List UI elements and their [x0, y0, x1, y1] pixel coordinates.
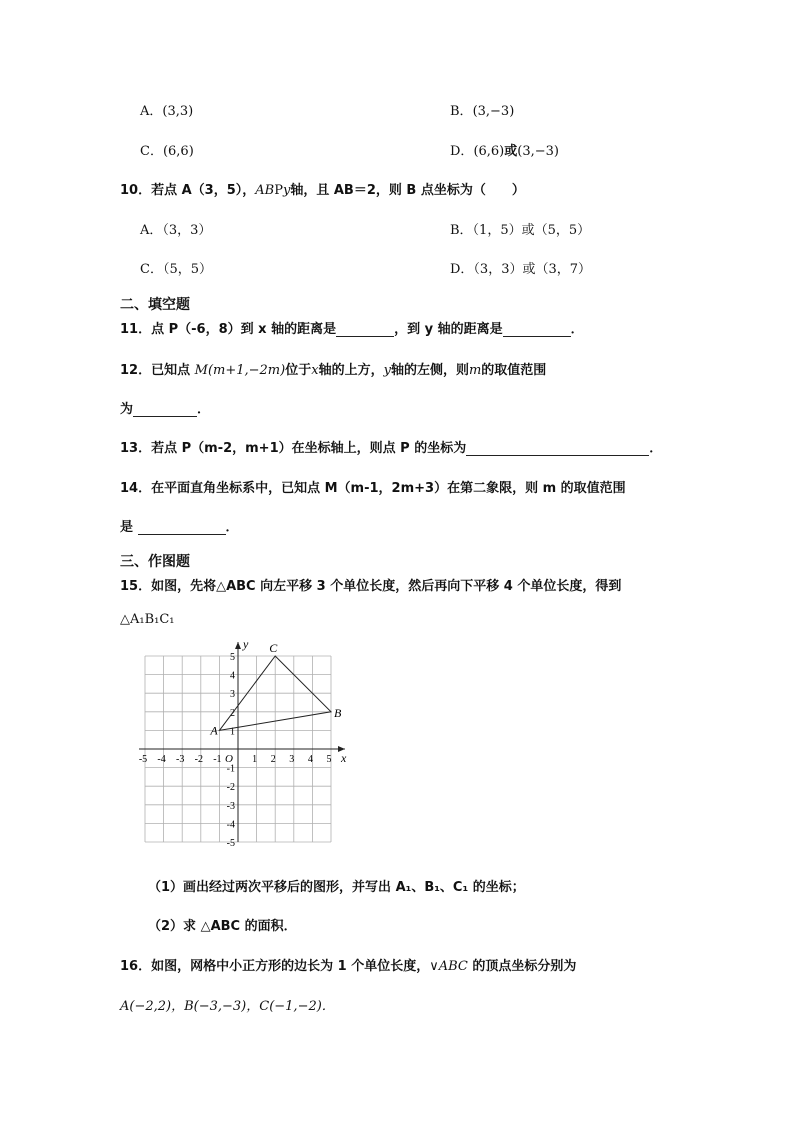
axes	[139, 637, 347, 842]
y-tick-label: 2	[230, 707, 235, 719]
q15-sub2: （2）求 △ABC 的面积．	[148, 919, 297, 934]
q11-text: 11．点 P（-6，8）到 x 轴的距离是	[120, 322, 337, 337]
q9-option-c	[140, 140, 194, 159]
q15-stem: 15．如图，先将△ABC 向左平移 3 个单位长度，然后再向下平移 4 个单位长度，得到	[120, 579, 622, 594]
point-a-label: A	[210, 723, 218, 738]
q10-suffix: 轴，且 AB＝2，则 B 点坐标为（ ）	[290, 183, 525, 198]
q12-y: y	[383, 363, 391, 378]
q13-text: 13．若点 P（m-2，m+1）在坐标轴上，则点 P 的坐标为	[120, 441, 467, 456]
q12-line2	[120, 398, 210, 417]
q12-text: 轴的左侧，则	[390, 363, 469, 378]
q10-prefix: 10．若点 A（3，5），	[120, 183, 256, 198]
y-tick-label: 1	[230, 726, 235, 738]
q10-y: y	[282, 183, 291, 198]
option-value: (3,3)	[162, 104, 194, 119]
option-or: 或	[504, 144, 518, 159]
option-value: (6,6)	[162, 144, 194, 159]
q10-option-c: C．（5，5）	[140, 262, 212, 277]
q12-expr: (m+1,−2m)	[207, 363, 286, 378]
y-tick-label: -5	[226, 838, 235, 849]
x-tick-label: 3	[289, 754, 295, 765]
x-axis-label: x	[341, 751, 347, 765]
x-tick-label: 1	[252, 754, 258, 765]
y-tick-label: 5	[230, 652, 235, 663]
section-2-title: 二、填空题	[120, 297, 190, 313]
q10-option-a: A．（3，3）	[140, 223, 212, 238]
q16-text: 16．如图，网格中小正方形的边长为 1 个单位长度，	[120, 959, 430, 974]
y-tick-label: 4	[230, 670, 235, 682]
q14-text: 是	[120, 520, 134, 535]
q13-stem	[120, 437, 662, 456]
option-value: (3,−3)	[517, 144, 559, 159]
q12-text: 12．已知点	[120, 363, 191, 378]
q10-option-b: B．（1，5）或（5，5）	[450, 223, 591, 238]
q11-stem	[120, 318, 584, 337]
q10-parallel: P	[274, 183, 283, 198]
x-tick-label: -5	[138, 754, 148, 765]
origin-label: O	[225, 753, 233, 765]
q12-text: 轴的上方，	[318, 363, 384, 378]
y-tick-label: -1	[226, 763, 235, 775]
q12-text: ．	[197, 402, 211, 417]
x-tick-label: -2	[194, 754, 203, 765]
x-tick-label: -1	[213, 754, 222, 765]
x-tick-label: 2	[270, 754, 276, 765]
q9-option-b	[450, 100, 514, 119]
answer-blank[interactable]	[133, 404, 197, 417]
y-tick-label: -2	[226, 782, 235, 794]
x-tick-label: -3	[176, 754, 185, 765]
option-label: D．	[450, 144, 474, 159]
answer-blank[interactable]	[503, 324, 571, 337]
q12-text: 的取值范围	[481, 363, 547, 378]
option-value: (6,6)	[473, 144, 505, 159]
q14-text: ．	[225, 520, 239, 535]
q15-sub1: （1）画出经过两次平移后的图形，并写出 A₁、B₁、C₁ 的坐标；	[148, 880, 525, 895]
coordinate-grid-figure	[135, 632, 370, 862]
q10-option-d: D．（3，3）或（3，7）	[450, 262, 592, 277]
option-label: B．	[450, 104, 473, 119]
x-tick-label: 5	[326, 754, 332, 765]
q16-triangle: ∨ABC	[429, 959, 468, 974]
q12-stem	[120, 359, 546, 378]
q14-line2	[120, 516, 239, 535]
point-b-label: B	[334, 705, 342, 720]
q13-text: ．	[649, 441, 663, 456]
x-tick-label: -4	[157, 754, 166, 765]
x-tick-label: 4	[307, 754, 313, 765]
q12-m: m	[468, 363, 482, 378]
q10-stem	[120, 179, 525, 198]
q15-line2: △A₁B₁C₁	[120, 612, 175, 627]
answer-blank[interactable]	[138, 522, 226, 535]
section-3-title: 三、作图题	[120, 554, 190, 570]
q12-text: 为	[120, 402, 134, 417]
q9-option-a	[140, 100, 193, 119]
y-tick-label: -3	[226, 800, 235, 812]
answer-blank[interactable]	[466, 443, 649, 456]
y-axis-arrow	[235, 642, 241, 649]
q9-option-d	[450, 140, 559, 159]
q12-m: M	[194, 363, 208, 378]
y-tick-label: -4	[226, 819, 235, 831]
q14-stem: 14．在平面直角坐标系中，已知点 M（m-1，2m+3）在第二象限，则 m 的取值范围	[120, 481, 626, 496]
q10-ab: AB	[255, 183, 275, 198]
y-tick-label: 3	[230, 689, 235, 701]
option-value: (3,−3)	[472, 104, 515, 119]
q11-text: ，到 y 轴的距离是	[394, 322, 503, 337]
option-label: C．	[140, 144, 163, 159]
q11-text: ．	[570, 322, 584, 337]
q16-coords: A(−2,2)，B(−3,−3)，C(−1,−2)．	[120, 999, 335, 1014]
point-c-label: C	[269, 641, 278, 655]
q12-x: x	[311, 363, 319, 378]
q16-text: 的顶点坐标分别为	[472, 959, 577, 974]
answer-blank[interactable]	[336, 324, 394, 337]
tick-labels	[139, 652, 332, 849]
q16-stem	[120, 955, 576, 974]
q12-text: 位于	[285, 363, 312, 378]
option-label: A．	[140, 104, 163, 119]
y-axis-label: y	[243, 637, 249, 651]
